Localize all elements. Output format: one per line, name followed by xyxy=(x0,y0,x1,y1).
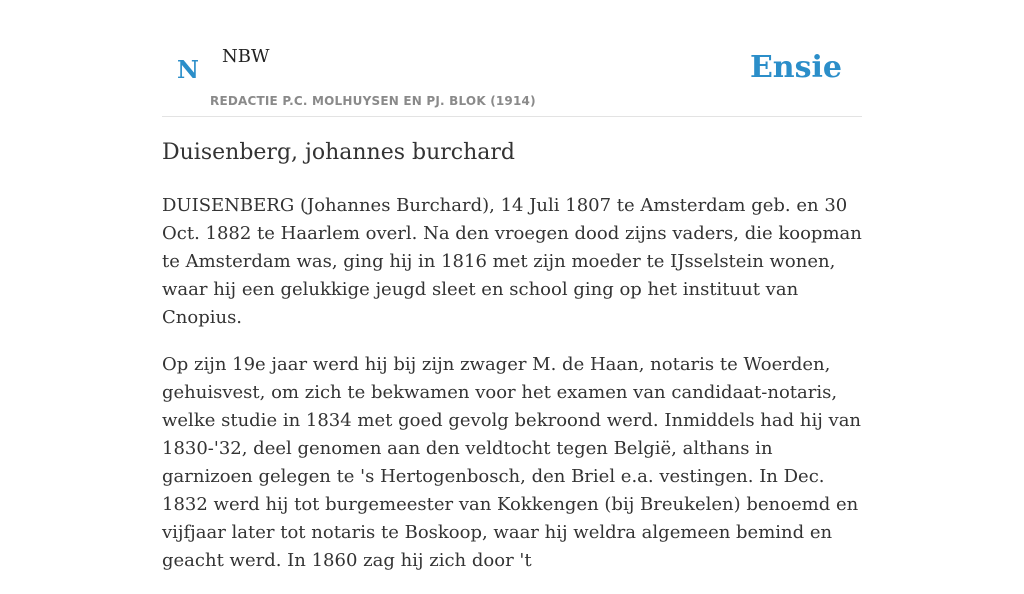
source-logo-link[interactable]: N xyxy=(177,55,199,84)
article-title: Duisenberg, johannes burchard xyxy=(162,140,515,165)
brand-logo-link[interactable]: Ensie xyxy=(749,50,842,85)
article-paragraph: DUISENBERG (Johannes Burchard), 14 Juli 1807 te Amsterdam geb. en 30 Oct. 1882 te Haarlem overl. Na den vroegen dood zijns vaders, die koopman te Amsterdam was, ging hij in 1816 met zijn moeder te IJsselstein wonen, waar hij een gelukkige jeugd sleet en school ging op het instituut van Cnopius. xyxy=(162,195,862,328)
source-subtitle: REDACTIE P.C. MOLHUYSEN EN PJ. BLOK (1914) xyxy=(210,94,536,108)
header xyxy=(162,0,862,117)
article-paragraph: Op zijn 19e jaar werd hij bij zijn zwager M. de Haan, notaris te Woerden, gehuisvest, om zich te bekwamen voor het examen van candidaat-notaris, welke studie in 1834 met goed gevolg bekroond werd. Inmiddels had hij van 1830-'32, deel genomen aan den veldtocht tegen België, althans in garnizoen gelegen te 's Hertogenbosch, den Briel e.a. vestingen. In Dec. 1832 werd hij tot burgemeester van Kokkengen (bij Breukelen) benoemd en vijfjaar later tot notaris te Boskoop, waar hij weldra algemeen bemind en geacht werd. In 1860 zag hij zich door 't xyxy=(162,354,862,571)
source-title-link[interactable]: NBW xyxy=(222,46,270,67)
article-body xyxy=(162,192,862,594)
